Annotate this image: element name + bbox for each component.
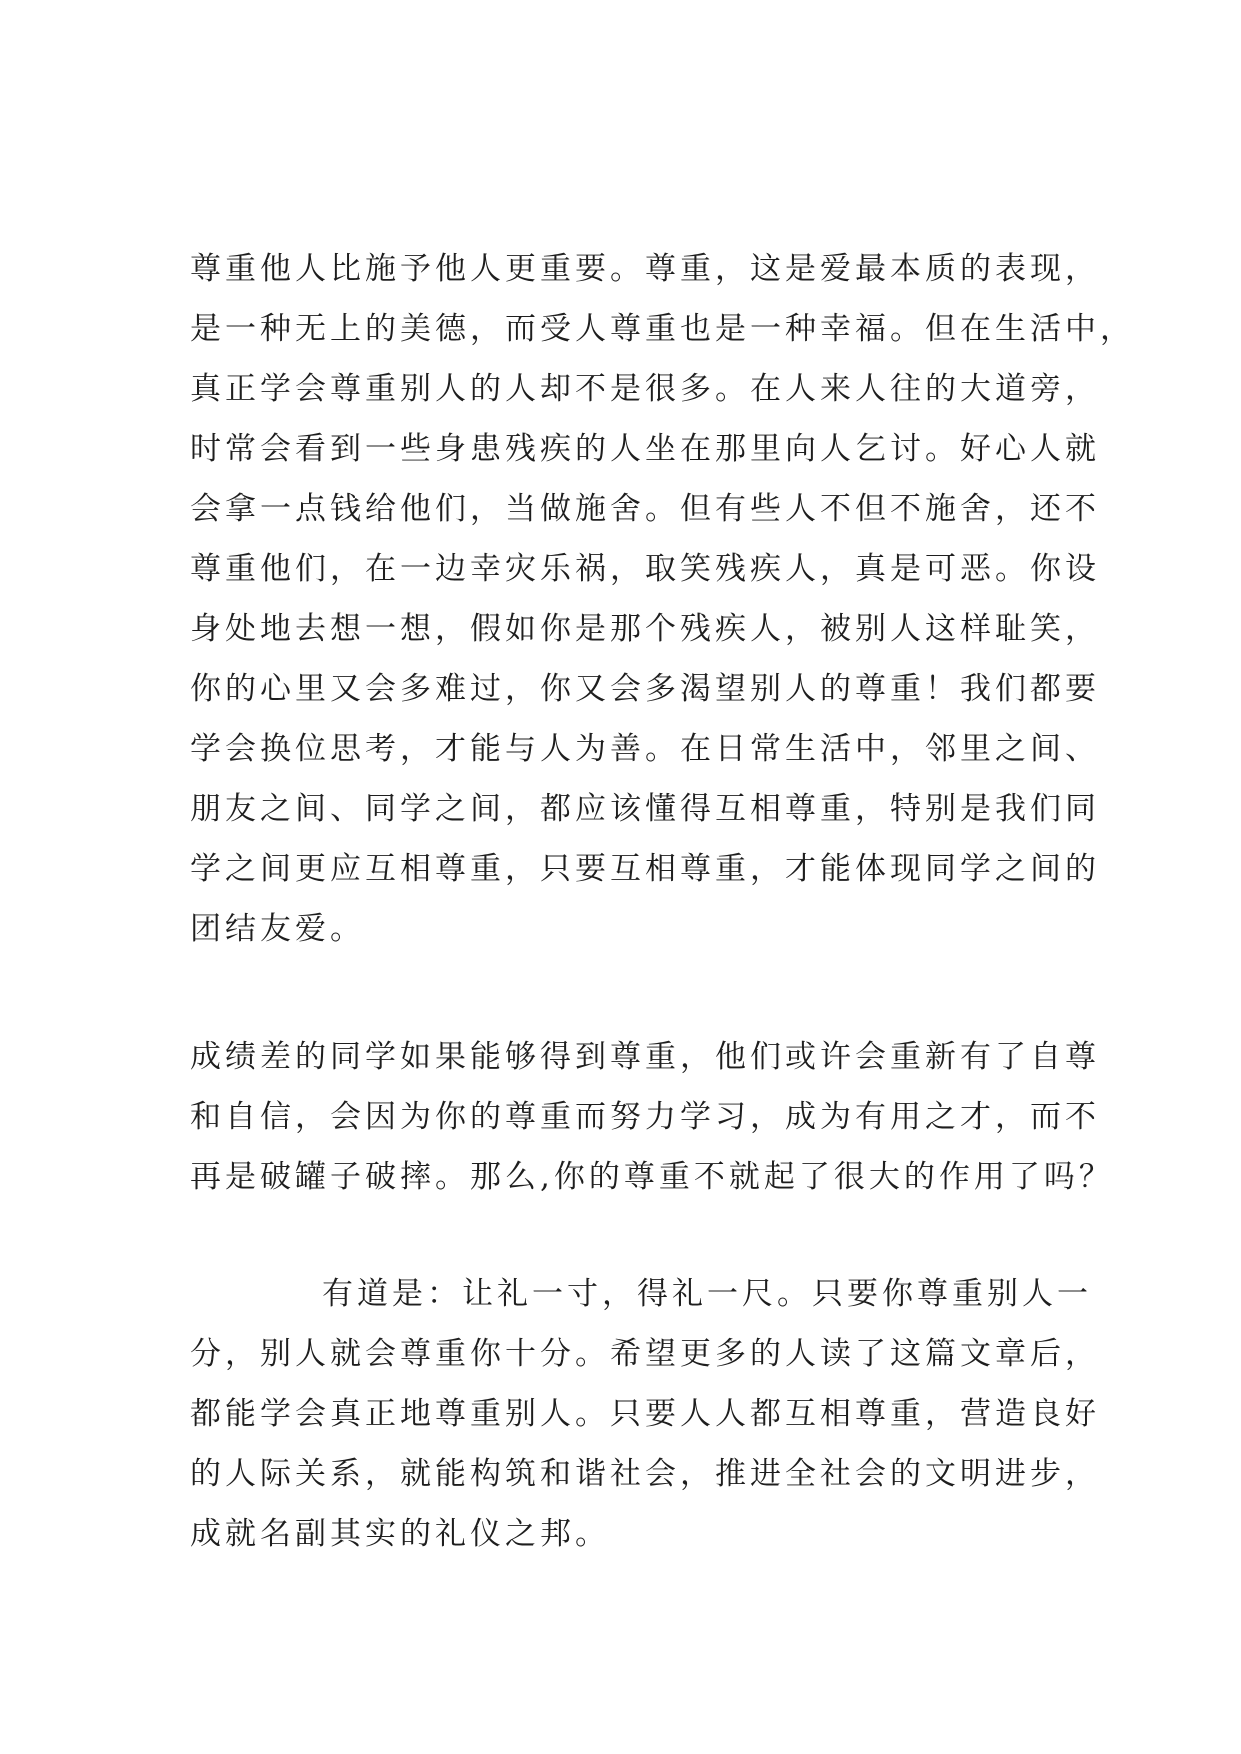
text-line: 分，别人就会尊重你十分。希望更多的人读了这篇文章后， <box>190 1336 1100 1372</box>
text-line: 和自信，会因为你的尊重而努力学习，成为有用之才，而不 <box>190 1099 1100 1135</box>
text-line: 成就名副其实的礼仪之邦。 <box>190 1516 610 1552</box>
paragraph-1 <box>190 239 1135 959</box>
text-line: 你的心里又会多难过，你又会多渴望别人的尊重！我们都要 <box>190 671 1100 707</box>
text-line: 学会换位思考，才能与人为善。在日常生活中，邻里之间、 <box>190 731 1100 767</box>
text-line: 的人际关系，就能构筑和谐社会，推进全社会的文明进步， <box>190 1456 1100 1492</box>
text-line: 学之间更应互相尊重，只要互相尊重，才能体现同学之间的 <box>190 851 1100 887</box>
text-line: 身处地去想一想，假如你是那个残疾人，被别人这样耻笑， <box>190 611 1100 647</box>
text-line: 都能学会真正地尊重别人。只要人人都互相尊重，营造良好 <box>190 1396 1100 1432</box>
text-line: 成绩差的同学如果能够得到尊重，他们或许会重新有了自尊 <box>190 1039 1100 1075</box>
text-line: 朋友之间、同学之间，都应该懂得互相尊重，特别是我们同 <box>190 791 1100 827</box>
text-line: 有道是：让礼一寸，得礼一尺。只要你尊重别人一 <box>322 1276 1092 1312</box>
text-line: 是一种无上的美德，而受人尊重也是一种幸福。但在生活中， <box>190 311 1135 347</box>
text-line: 尊重他们，在一边幸灾乐祸，取笑残疾人，真是可恶。你设 <box>190 551 1100 587</box>
text-line: 尊重他人比施予他人更重要。尊重，这是爱最本质的表现， <box>190 251 1100 287</box>
text-line: 真正学会尊重别人的人却不是很多。在人来人往的大道旁， <box>190 371 1100 407</box>
paragraph-3 <box>190 1264 1100 1564</box>
text-line: 团结友爱。 <box>190 911 365 947</box>
text-line: 会拿一点钱给他们，当做施舍。但有些人不但不施舍，还不 <box>190 491 1100 527</box>
paragraph-2 <box>190 1027 1114 1207</box>
text-line: 时常会看到一些身患残疾的人坐在那里向人乞讨。好心人就 <box>190 431 1100 467</box>
text-line: 再是破罐子破摔。那么,你的尊重不就起了很大的作用了吗？ <box>190 1159 1114 1195</box>
